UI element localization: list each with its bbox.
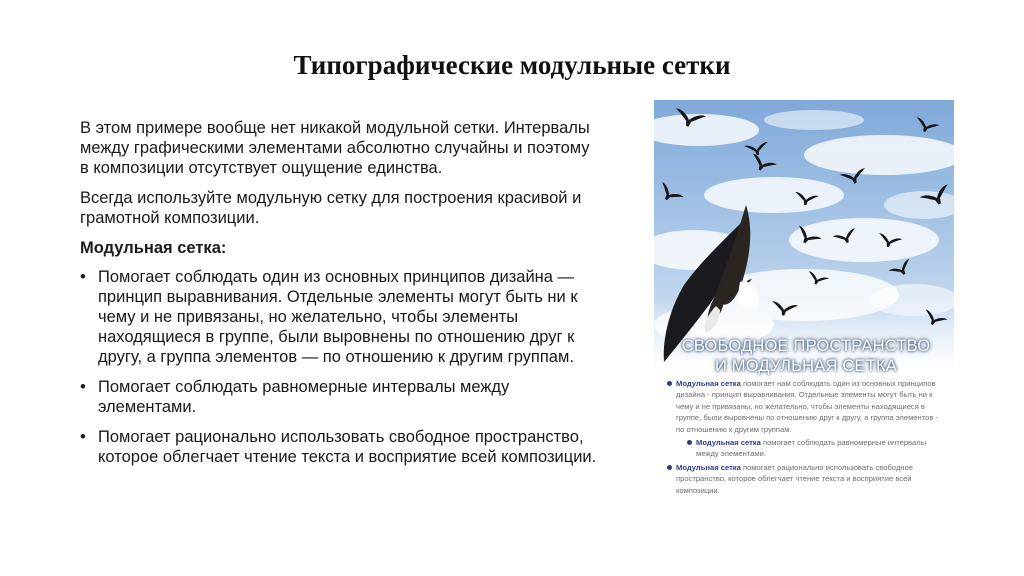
bullet-icon: • bbox=[80, 428, 86, 446]
poster-title bbox=[660, 336, 952, 376]
list-item bbox=[80, 377, 600, 417]
list-item-text: Помогает соблюдать один из основных принципов дизайна — принцип выравнивания. Отдельные элементы могут быть ни к чему и не привязаны, но желательно, чтобы элементы находящиеся в группе, были выровнены по отношению друг к другу, а группа элементов — по отношению к другим группам. bbox=[98, 268, 578, 366]
poster-item-bold: Модульная сетка bbox=[676, 462, 741, 472]
poster-item-text: помогает соблюдать равномерные интервалы между элементами. bbox=[696, 438, 927, 459]
list-item bbox=[662, 437, 947, 460]
poster-title-line2: И МОДУЛЬНАЯ СЕТКА bbox=[714, 357, 898, 375]
list-item-text: Помогает рационально использовать свободное пространство, которое облегчает чтение текста и восприятие всей композиции. bbox=[98, 428, 597, 466]
bullet-icon bbox=[667, 465, 672, 470]
bullet-icon: • bbox=[80, 268, 86, 286]
intro-paragraph: В этом примере вообще нет никакой модульной сетки. Интервалы между графическими элементами абсолютно случайны и поэтому в композиции отсутствует ощущение единства. bbox=[80, 119, 590, 177]
advice-paragraph: Всегда используйте модульную сетку для построения красивой и грамотной композиции. bbox=[80, 189, 582, 227]
list-item-text: Помогает соблюдать равномерные интервалы между элементами. bbox=[98, 378, 510, 416]
text-column bbox=[80, 118, 600, 477]
bullet-icon: • bbox=[80, 378, 86, 396]
list-item bbox=[80, 267, 600, 367]
list-item bbox=[662, 462, 947, 496]
bullet-icon bbox=[667, 381, 672, 386]
benefit-list bbox=[80, 267, 600, 467]
poster-item-text: помогает нам соблюдать один из основных принципов дизайна - принцип выравнивания. Отдельные элементы могут быть ни к чему и не привязаны, но желательно, чтобы элементы находящиеся в группе, были выровнены по отношению друг к другу, а группа элементов - по отношению к другим группам. bbox=[676, 379, 939, 434]
example-poster bbox=[654, 100, 954, 524]
poster-item-bold: Модульная сетка bbox=[696, 438, 761, 448]
grid-subheading: Модульная сетка: bbox=[80, 239, 227, 257]
poster-title-line1: СВОБОДНОЕ ПРОСТРАНСТВО bbox=[681, 337, 931, 355]
poster-item-bold: Модульная сетка bbox=[676, 379, 741, 388]
list-item bbox=[662, 378, 947, 435]
bullet-icon bbox=[687, 440, 692, 445]
poster-body bbox=[662, 378, 947, 498]
poster-item-text: помогает рационально использовать свободное пространство, которое облегчает чтение текста и восприятие всей композиции. bbox=[676, 462, 913, 495]
slide-title: Типографические модульные сетки bbox=[293, 50, 731, 80]
list-item bbox=[80, 427, 600, 467]
